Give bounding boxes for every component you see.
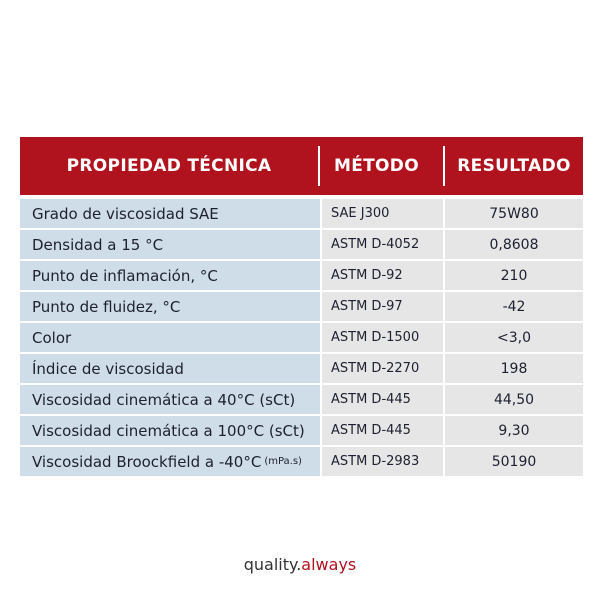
property-cell [20,416,320,445]
property-cell [20,354,320,383]
property-label: Viscosidad cinemática a 100°C (sCt) [32,421,305,440]
result-cell: 44,50 [445,385,583,414]
property-label: Punto de inflamación, °C [32,266,218,285]
table-row [20,323,583,352]
brand-tagline [0,555,600,574]
method-cell: ASTM D-97 [322,292,443,321]
method-cell: SAE J300 [322,199,443,228]
result-cell: 0,8608 [445,230,583,259]
result-cell: 210 [445,261,583,290]
table-row [20,261,583,290]
property-label: Densidad a 15 °C [32,235,164,254]
method-cell: ASTM D-1500 [322,323,443,352]
brand-tagline-main: quality. [243,555,302,574]
table-row [20,385,583,414]
property-cell [20,199,320,228]
property-cell [20,385,320,414]
table-row [20,416,583,445]
property-label: Color [32,328,72,347]
header-method: MÉTODO [318,146,443,186]
table-row [20,354,583,383]
method-cell: ASTM D-445 [322,416,443,445]
table-header [20,137,583,195]
table-row [20,199,583,228]
result-cell: <3,0 [445,323,583,352]
method-cell: ASTM D-445 [322,385,443,414]
result-cell: -42 [445,292,583,321]
result-cell: 198 [445,354,583,383]
method-cell: ASTM D-4052 [322,230,443,259]
table-body [20,199,583,476]
property-cell [20,292,320,321]
method-cell: ASTM D-2983 [322,447,443,476]
result-cell: 75W80 [445,199,583,228]
header-result: RESULTADO [443,146,583,186]
property-label: Viscosidad Broockfield a -40°C [32,452,262,471]
spec-table [20,137,583,478]
property-cell [20,323,320,352]
method-cell: ASTM D-2270 [322,354,443,383]
method-cell: ASTM D-92 [322,261,443,290]
table-row [20,447,583,476]
property-cell [20,447,320,476]
result-cell: 50190 [445,447,583,476]
result-cell: 9,30 [445,416,583,445]
property-label: Punto de fluidez, °C [32,297,181,316]
property-unit: (mPa.s) [264,456,302,467]
table-row [20,292,583,321]
property-label: Grado de viscosidad SAE [32,204,219,223]
table-row [20,230,583,259]
property-label: Viscosidad cinemática a 40°C (sCt) [32,390,296,409]
property-cell [20,261,320,290]
property-label: Índice de viscosidad [32,359,184,378]
header-property: PROPIEDAD TÉCNICA [66,156,272,176]
property-cell [20,230,320,259]
brand-tagline-accent: always [301,555,357,574]
